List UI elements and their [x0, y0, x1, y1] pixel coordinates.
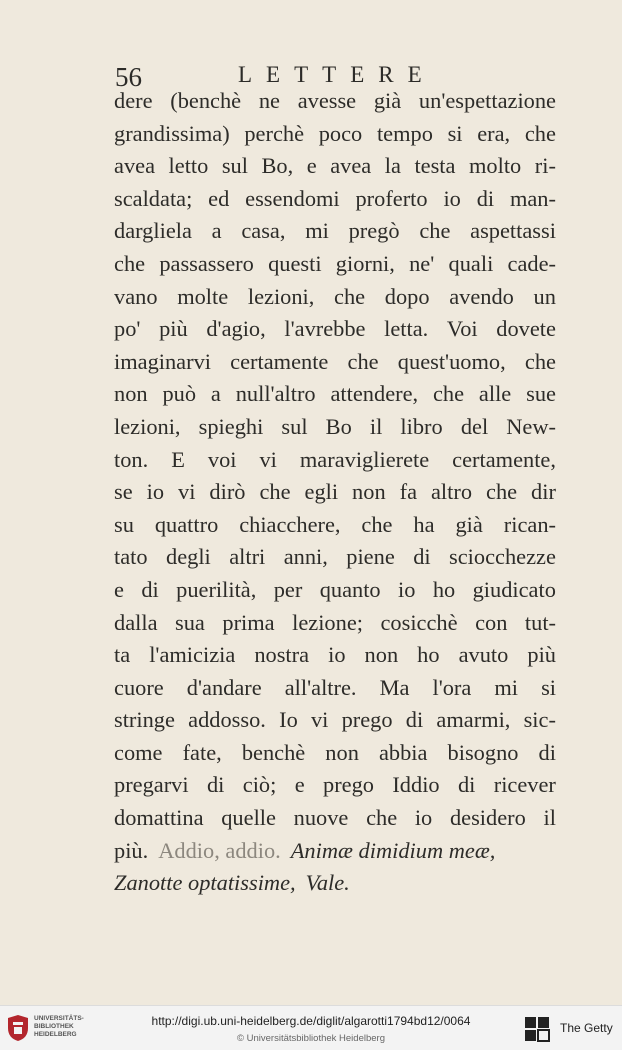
word: non	[114, 381, 148, 407]
word: di	[476, 185, 495, 211]
getty-logo-icon	[524, 1016, 550, 1042]
word: spieghi	[198, 413, 264, 439]
word: ricever	[493, 772, 556, 798]
word: pregarvi	[114, 772, 189, 798]
word: attendere,	[330, 381, 419, 407]
word: testa	[414, 153, 456, 179]
word: cade-	[507, 250, 556, 276]
word: avea	[330, 153, 372, 179]
word: per	[273, 576, 303, 602]
word: vi	[259, 446, 277, 472]
word: del	[460, 413, 489, 439]
faded-text-fragment: Addio, addio.	[158, 837, 281, 863]
word: sic-	[523, 707, 556, 733]
text-line	[114, 835, 556, 868]
text-line	[114, 769, 556, 802]
word: chiacchere,	[239, 511, 341, 537]
word: prego	[341, 707, 393, 733]
word: dir	[531, 479, 556, 505]
word: quelle	[221, 805, 276, 831]
word: che	[334, 283, 366, 309]
word: che	[361, 511, 393, 537]
word: amarmi,	[436, 707, 511, 733]
word: può	[162, 381, 197, 407]
text-line	[114, 737, 556, 770]
word: il	[543, 805, 556, 831]
word: lezione;	[292, 609, 363, 635]
word: l'avrebbe	[284, 316, 366, 342]
word: all'altre.	[284, 674, 357, 700]
partner-name: The Getty	[560, 1021, 613, 1035]
word: cuore	[114, 674, 164, 700]
word: e	[306, 153, 317, 179]
word: altro	[430, 479, 473, 505]
word: che	[259, 479, 291, 505]
word: a	[211, 218, 222, 244]
word: egli	[304, 479, 339, 505]
word: aspettassi	[470, 218, 556, 244]
word: ed	[208, 185, 230, 211]
word: io	[146, 479, 165, 505]
word: che	[432, 381, 465, 407]
word: dere	[114, 88, 153, 113]
word: (benchè	[170, 88, 242, 113]
text-line	[114, 248, 556, 281]
word: maraviglierete	[299, 446, 430, 472]
copyright-notice: © Universitätsbibliothek Heidelberg	[237, 1033, 385, 1044]
word: ri-	[534, 153, 556, 179]
word: fa	[399, 479, 418, 505]
text-line	[114, 281, 556, 314]
word: avesse	[297, 88, 357, 113]
word: io	[414, 805, 433, 831]
word: quest'uomo,	[397, 348, 506, 374]
word: più	[159, 316, 188, 342]
text-line	[114, 672, 556, 705]
word: vi	[178, 479, 196, 505]
text-fragment: più.	[114, 837, 149, 863]
word: ho	[432, 576, 456, 602]
word: rican-	[503, 511, 556, 537]
word: io	[443, 185, 461, 211]
word: il	[369, 413, 383, 439]
word: di	[538, 739, 556, 765]
word: che	[366, 805, 398, 831]
word: benchè	[241, 739, 306, 765]
word: di	[206, 772, 225, 798]
word: si	[447, 120, 463, 146]
word: su	[114, 511, 134, 537]
word: avuto	[458, 642, 509, 668]
word: tempo	[376, 120, 433, 146]
word: New-	[506, 413, 556, 439]
word: casa,	[241, 218, 286, 244]
word: E	[171, 446, 185, 472]
word: di	[457, 772, 476, 798]
word: io	[398, 576, 416, 602]
word: ho	[417, 642, 440, 668]
text-line	[114, 802, 556, 835]
word: nostra	[254, 642, 310, 668]
word: abbia	[378, 739, 428, 765]
word: dalla	[114, 609, 158, 635]
word: pregò	[348, 218, 400, 244]
word: si	[541, 674, 556, 700]
word: giorni,	[335, 250, 395, 276]
word: addosso.	[188, 707, 266, 733]
word: cosicchè	[380, 609, 458, 635]
word: perchè	[244, 120, 305, 146]
word: Ma	[379, 674, 410, 700]
word: piene	[346, 544, 395, 570]
word: degli	[166, 544, 211, 570]
word: ne	[258, 88, 280, 113]
word: tato	[114, 544, 148, 570]
italic-text-fragment: Zanotte optatissime,	[114, 870, 296, 896]
word: ta	[114, 642, 131, 668]
word: ton.	[114, 446, 149, 472]
word: quattro	[154, 511, 219, 537]
word: letto	[168, 153, 209, 179]
italic-text-fragment: Vale.	[305, 870, 350, 896]
word: l'ora	[432, 674, 472, 700]
word: che	[419, 218, 451, 244]
word: Io	[279, 707, 298, 733]
word: Voi	[446, 316, 478, 342]
text-line	[114, 607, 556, 640]
text-line	[114, 639, 556, 672]
italic-text-fragment: Animæ dimidium meæ,	[290, 837, 496, 863]
word: la	[384, 153, 401, 179]
word: ciò;	[242, 772, 277, 798]
text-line	[114, 541, 556, 574]
running-head: LETTERE	[238, 62, 436, 87]
word: questi	[268, 250, 322, 276]
word: non	[352, 479, 386, 505]
word: già	[455, 511, 483, 537]
body-text	[114, 85, 556, 900]
word: mi	[305, 218, 329, 244]
word: poco	[318, 120, 363, 146]
word: dirò	[209, 479, 246, 505]
word: voi	[207, 446, 237, 472]
word: alle	[478, 381, 512, 407]
word: dovete	[496, 316, 556, 342]
word: certamente	[230, 348, 329, 374]
word: d'andare	[186, 674, 262, 700]
word: certamente,	[452, 446, 556, 472]
word: proferto	[355, 185, 428, 211]
word: di	[405, 707, 424, 733]
text-line	[114, 313, 556, 346]
word: essendomi	[245, 185, 340, 211]
word: dopo	[384, 283, 430, 309]
text-line	[114, 150, 556, 183]
text-line	[114, 704, 556, 737]
word: quali	[448, 250, 494, 276]
word: che	[114, 250, 146, 276]
word: sul	[281, 413, 308, 439]
word: mi	[494, 674, 519, 700]
text-line	[114, 85, 556, 118]
word: che	[347, 348, 379, 374]
word: lezioni,	[247, 283, 315, 309]
word: libro	[400, 413, 443, 439]
word: lezioni,	[114, 413, 181, 439]
text-line	[114, 509, 556, 542]
text-line	[114, 215, 556, 248]
word: vano	[114, 283, 158, 309]
permalink-url[interactable]: http://digi.ub.uni-heidelberg.de/diglit/algarotti1794bd12/0064	[151, 1014, 471, 1028]
word: sul	[221, 153, 248, 179]
word: bisogno	[447, 739, 519, 765]
word: e	[114, 576, 124, 602]
word: io	[328, 642, 346, 668]
word: ne'	[409, 250, 435, 276]
word: già	[373, 88, 402, 113]
word: altri	[229, 544, 266, 570]
text-line	[114, 867, 556, 900]
word: prego	[323, 772, 374, 798]
word: Bo	[325, 413, 352, 439]
word: sciocchezze	[449, 544, 556, 570]
word: fate,	[182, 739, 222, 765]
word: letta.	[384, 316, 429, 342]
word: Bo,	[261, 153, 294, 179]
text-line	[114, 346, 556, 379]
word: po'	[114, 316, 141, 342]
text-line	[114, 476, 556, 509]
word: più	[527, 642, 556, 668]
word: man-	[509, 185, 556, 211]
word: che	[524, 120, 556, 146]
word: che	[486, 479, 518, 505]
word: era,	[477, 120, 511, 146]
word: giudicato	[472, 576, 556, 602]
word: se	[114, 479, 133, 505]
word: che	[524, 348, 556, 374]
word: domattina	[114, 805, 204, 831]
word: vi	[310, 707, 329, 733]
word: avendo	[449, 283, 514, 309]
word: nuove	[293, 805, 349, 831]
viewer-footer	[0, 1005, 622, 1050]
word: tut-	[524, 609, 556, 635]
word: quanto	[319, 576, 381, 602]
word: non	[364, 642, 399, 668]
text-line	[114, 444, 556, 477]
word: sue	[526, 381, 556, 407]
word: molto	[469, 153, 522, 179]
word: di	[141, 576, 159, 602]
word: molte	[177, 283, 229, 309]
page-number: 56	[115, 62, 142, 92]
word: anni,	[283, 544, 328, 570]
word: un	[533, 283, 556, 309]
word: come	[114, 739, 163, 765]
word: passassero	[159, 250, 254, 276]
institution-name: UNIVERSITÄTS- BIBLIOTHEK HEIDELBERG	[34, 1015, 84, 1038]
text-line	[114, 411, 556, 444]
word: imaginarvi	[114, 348, 211, 374]
word: un'espettazione	[418, 88, 556, 113]
word: dargliela	[114, 218, 192, 244]
word: stringe	[114, 707, 175, 733]
word: avea	[114, 153, 156, 179]
word: sua	[175, 609, 205, 635]
word: con	[475, 609, 508, 635]
word: grandissima)	[114, 120, 230, 146]
word: e	[294, 772, 305, 798]
word: l'amicizia	[149, 642, 236, 668]
word: ha	[413, 511, 435, 537]
text-line	[114, 574, 556, 607]
text-line	[114, 183, 556, 216]
word: null'altro	[235, 381, 316, 407]
text-line	[114, 118, 556, 151]
word: di	[413, 544, 431, 570]
word: Iddio	[392, 772, 440, 798]
word: desidero	[449, 805, 526, 831]
word: prima	[222, 609, 275, 635]
word: a	[210, 381, 221, 407]
word: non	[325, 739, 359, 765]
word: d'agio,	[206, 316, 266, 342]
text-line	[114, 378, 556, 411]
word: scaldata;	[114, 185, 193, 211]
word: puerilità,	[176, 576, 257, 602]
